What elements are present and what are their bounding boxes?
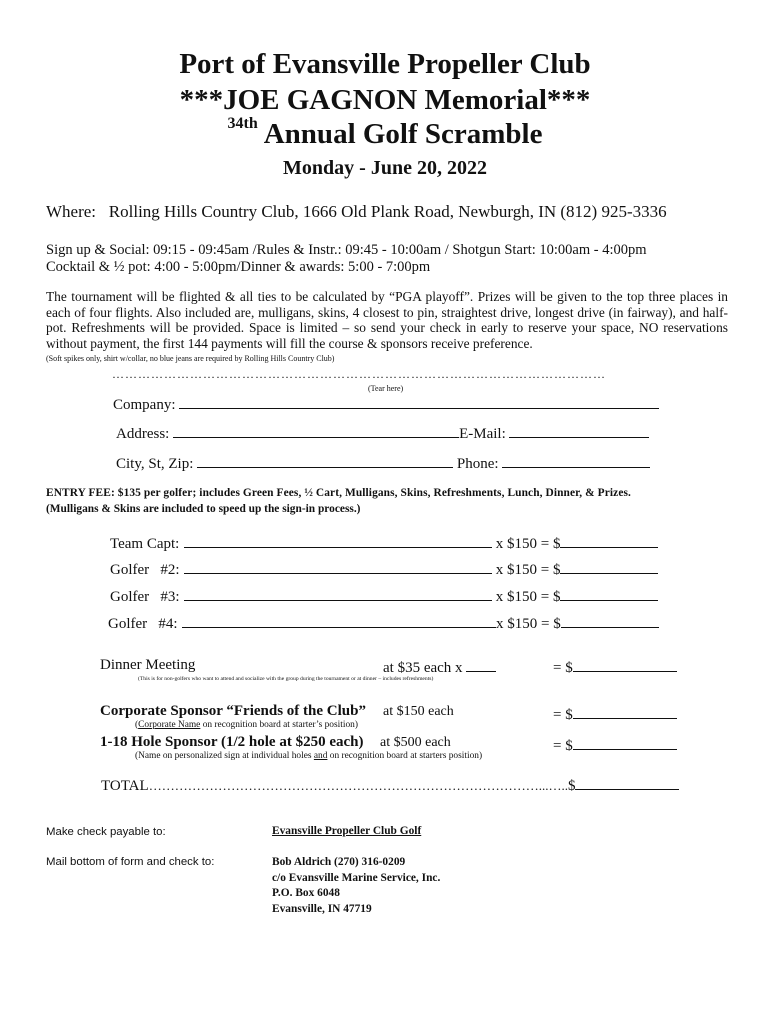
- email-label: E-Mail:: [459, 426, 506, 442]
- payable-label: Make check payable to:: [46, 826, 166, 838]
- mail-line: P.O. Box 6048: [272, 887, 340, 899]
- corporate-amount-field[interactable]: [573, 704, 677, 719]
- title-line-2: ***JOE GAGNON Memorial***: [179, 84, 591, 116]
- corporate-note: (Corporate Name on recognition board at starter’s position): [135, 720, 358, 730]
- dinner-total-row: [553, 657, 677, 677]
- golfer-name-field[interactable]: [184, 559, 492, 574]
- corporate-price: at $150 each: [383, 704, 454, 719]
- golfer-amount-field[interactable]: [560, 533, 658, 548]
- mail-line: Evansville, IN 47719: [272, 902, 372, 915]
- tear-line: ……………………………………………………………………………………………………: [112, 367, 606, 381]
- event-date: Monday - June 20, 2022: [283, 157, 487, 179]
- hole-sponsor-label: 1-18 Hole Sponsor (1/2 hole at $250 each): [100, 734, 364, 750]
- golfer-name-field[interactable]: [182, 613, 496, 628]
- corporate-total-row: [553, 704, 677, 724]
- dress-code: (Soft spikes only, shirt w/collar, no blue jeans are required by Rolling Hills Country Club): [46, 354, 335, 363]
- golfer-amount-field[interactable]: [561, 613, 659, 628]
- hole-note: [135, 751, 482, 761]
- corporate-sponsor-label: Corporate Sponsor “Friends of the Club”: [100, 703, 366, 719]
- company-field[interactable]: [179, 394, 659, 409]
- description: The tournament will be flighted & all ties to be calculated by “PGA playoff”. Prizes will be given to the top three places in each of four flights. Also included are, mulligans, skins, 4 closest to pin, straightest drive, longest drive (in fairway), and half-pot. Refreshments will be provided. Space is limited – so send your check in early to reserve your space, NO reservations without payment, the first 144 payments will fill the course & sponsors receive preference.: [46, 289, 728, 351]
- mail-label: Mail bottom of form and check to:: [46, 856, 215, 868]
- title-line-3: [0, 115, 770, 151]
- hole-note-and: and: [313, 751, 328, 761]
- entry-fee-line-1: ENTRY FEE: $135 per golfer; includes Green Fees, ½ Cart, Mulligans, Skins, Refreshments, Lunch, Dinner, & Prizes.: [46, 487, 631, 499]
- mail-line: c/o Evansville Marine Service, Inc.: [272, 871, 441, 884]
- city-field[interactable]: [197, 453, 453, 468]
- address-field[interactable]: [173, 423, 459, 438]
- golfer-row-2: [110, 559, 658, 579]
- city-label: City, St, Zip:: [116, 456, 194, 472]
- golfer-price: x $150 = $: [495, 589, 561, 605]
- golfer-price: x $150 = $: [495, 536, 561, 552]
- total-dots: ………………………………………………………………………………...…..: [148, 778, 568, 793]
- total-row: [101, 775, 679, 795]
- email-field[interactable]: [509, 423, 649, 438]
- entry-fee-line-2: (Mulligans & Skins are included to speed up the sign-in process.): [46, 503, 361, 515]
- company-row: [113, 394, 659, 414]
- golfer-name-field[interactable]: [184, 586, 492, 601]
- hole-amount-field[interactable]: [573, 735, 677, 750]
- title-superscript: 34th: [227, 115, 258, 133]
- golfer-price: x $150 = $: [496, 616, 561, 632]
- city-row: [116, 453, 650, 473]
- total-dollar: $: [567, 778, 576, 794]
- title-line-1: Port of Evansville Propeller Club: [179, 48, 591, 80]
- golfer-price: x $150 = $: [495, 562, 561, 578]
- dinner-label: Dinner Meeting: [100, 657, 196, 673]
- address-label: Address:: [116, 426, 170, 442]
- golfer-name-field[interactable]: [184, 533, 492, 548]
- dinner-quantity-field[interactable]: [466, 657, 496, 672]
- phone-field[interactable]: [502, 453, 650, 468]
- hole-note-b: on recognition board at starters position): [327, 751, 483, 761]
- where-text: Rolling Hills Country Club, 1666 Old Plank Road, Newburgh, IN (812) 925-3336: [108, 202, 667, 221]
- where-line: [46, 202, 667, 222]
- dinner-price-row: [383, 657, 496, 677]
- title-line-3-text: Annual Golf Scramble: [263, 118, 543, 150]
- mail-line: Bob Aldrich (270) 316-0209: [272, 856, 406, 868]
- total-label: TOTAL: [101, 778, 149, 794]
- corporate-equals: = $: [553, 707, 573, 723]
- total-amount-field[interactable]: [575, 775, 679, 790]
- dinner-amount-field[interactable]: [573, 657, 677, 672]
- corporate-note-rest: on recognition board at starter’s position): [200, 720, 358, 730]
- tear-label: (Tear here): [368, 384, 404, 393]
- golfer-row-captain: [110, 533, 658, 553]
- hole-price: at $500 each: [380, 735, 451, 750]
- golfer-label: Team Capt:: [110, 536, 180, 552]
- schedule-line-1: Sign up & Social: 09:15 - 09:45am /Rules & Instr.: 09:45 - 10:00am / Shotgun Start: 10:00am - 4:00pm: [46, 242, 647, 258]
- hole-note-a: (Name on personalized sign at individual holes: [135, 751, 314, 761]
- dinner-price: at $35 each x: [383, 660, 463, 676]
- golfer-row-3: [110, 586, 658, 606]
- dinner-note: (This is for non-golfers who want to attend and socialize with the group during the tournament or at dinner – includes refreshments): [138, 676, 434, 682]
- schedule-line-2: Cocktail & ½ pot: 4:00 - 5:00pm/Dinner & awards: 5:00 - 7:00pm: [46, 259, 431, 275]
- payable-value: Evansville Propeller Club Golf: [272, 825, 422, 837]
- golfer-amount-field[interactable]: [560, 559, 658, 574]
- corporate-note-underlined: Corporate Name: [138, 720, 201, 730]
- hole-equals: = $: [553, 738, 573, 754]
- address-row: [116, 423, 649, 443]
- golfer-label: Golfer #3:: [110, 589, 180, 605]
- golfer-label: Golfer #2:: [110, 562, 180, 578]
- where-label: Where:: [46, 202, 97, 221]
- phone-label: Phone:: [456, 456, 499, 472]
- hole-total-row: [553, 735, 677, 755]
- golfer-label: Golfer #4:: [108, 616, 178, 632]
- golfer-row-4: [108, 613, 659, 633]
- mail-address: [272, 855, 440, 917]
- dinner-equals: = $: [553, 660, 573, 676]
- golfer-amount-field[interactable]: [560, 586, 658, 601]
- company-label: Company:: [113, 397, 176, 413]
